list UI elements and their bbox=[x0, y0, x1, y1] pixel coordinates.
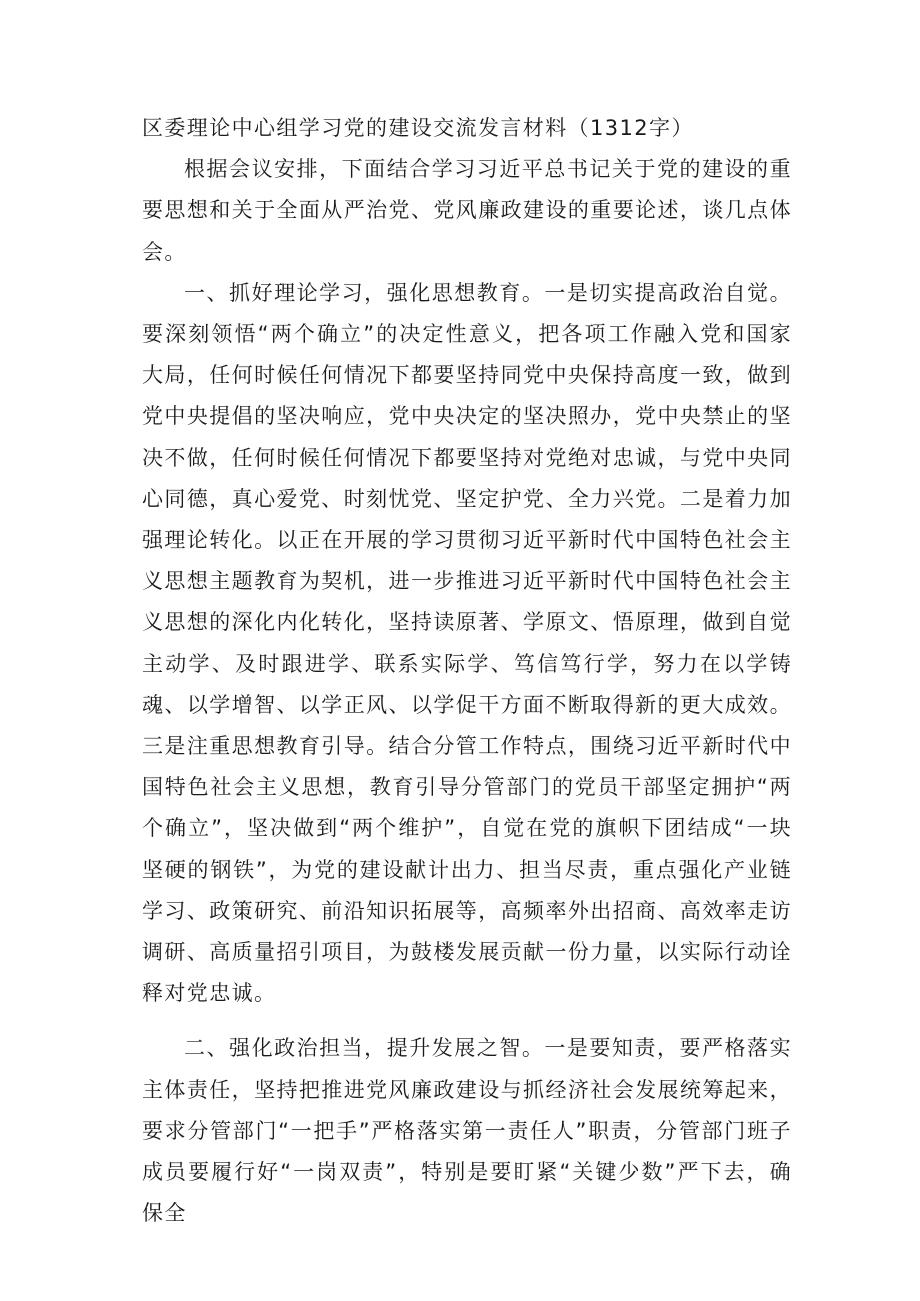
document-body bbox=[142, 108, 792, 1234]
paragraph-intro: 根据会议安排，下面结合学习习近平总书记关于党的建设的重要思想和关于全面从严治党、党风廉政建设的重要论述，谈几点体会。 bbox=[142, 157, 792, 264]
paragraph-section-2: 二、强化政治担当，提升发展之智。一是要知责，要严格落实主体责任，坚持把推进党风廉政建设与抓经济社会发展统筹起来，要求分管部门“一把手”严格落实第一责任人”职责，分管部门班子成员要履行好“一岗双责”，特别是要盯紧“关键少数”严下去，确保全 bbox=[142, 1036, 792, 1226]
paragraph-section-1: 一、抓好理论学习，强化思想教育。一是切实提高政治自觉。要深刻领悟“两个确立”的决定性意义，把各项工作融入党和国家大局，任何时候任何情况下都要坚持同党中央保持高度一致，做到党中央提倡的坚决响应，党中央决定的坚决照办，党中央禁止的坚决不做，任何时候任何情况下都要坚持对党绝对忠诚，与党中央同心同德，真心爱党、时刻忧党、坚定护党、全力兴党。二是着力加强理论转化。以正在开展的学习贯彻习近平新时代中国特色社会主义思想主题教育为契机，进一步推进习近平新时代中国特色社会主义思想的深化内化转化，坚持读原著、学原文、悟原理，做到自觉主动学、及时跟进学、联系实际学、笃信笃行学，努力在以学铸魂、以学增智、以学正风、以学促干方面不断取得新的更大成效。三是注重思想教育引导。结合分管工作特点，围绕习近平新时代中国特色社会主义思想，教育引导分管部门的党员干部坚定拥护“两个确立”，坚决做到“两个维护”，自觉在党的旗帜下团结成“一块坚硬的钢铁”，为党的建设献计出力、担当尽责，重点强化产业链学习、政策研究、前沿知识拓展等，高频率外出招商、高效率走访调研、高质量招引项目，为鼓楼发展贡献一份力量，以实际行动诠释对党忠诚。 bbox=[142, 280, 792, 1006]
document-title: 区委理论中心组学习党的建设交流发言材料（1312字） bbox=[142, 116, 694, 140]
